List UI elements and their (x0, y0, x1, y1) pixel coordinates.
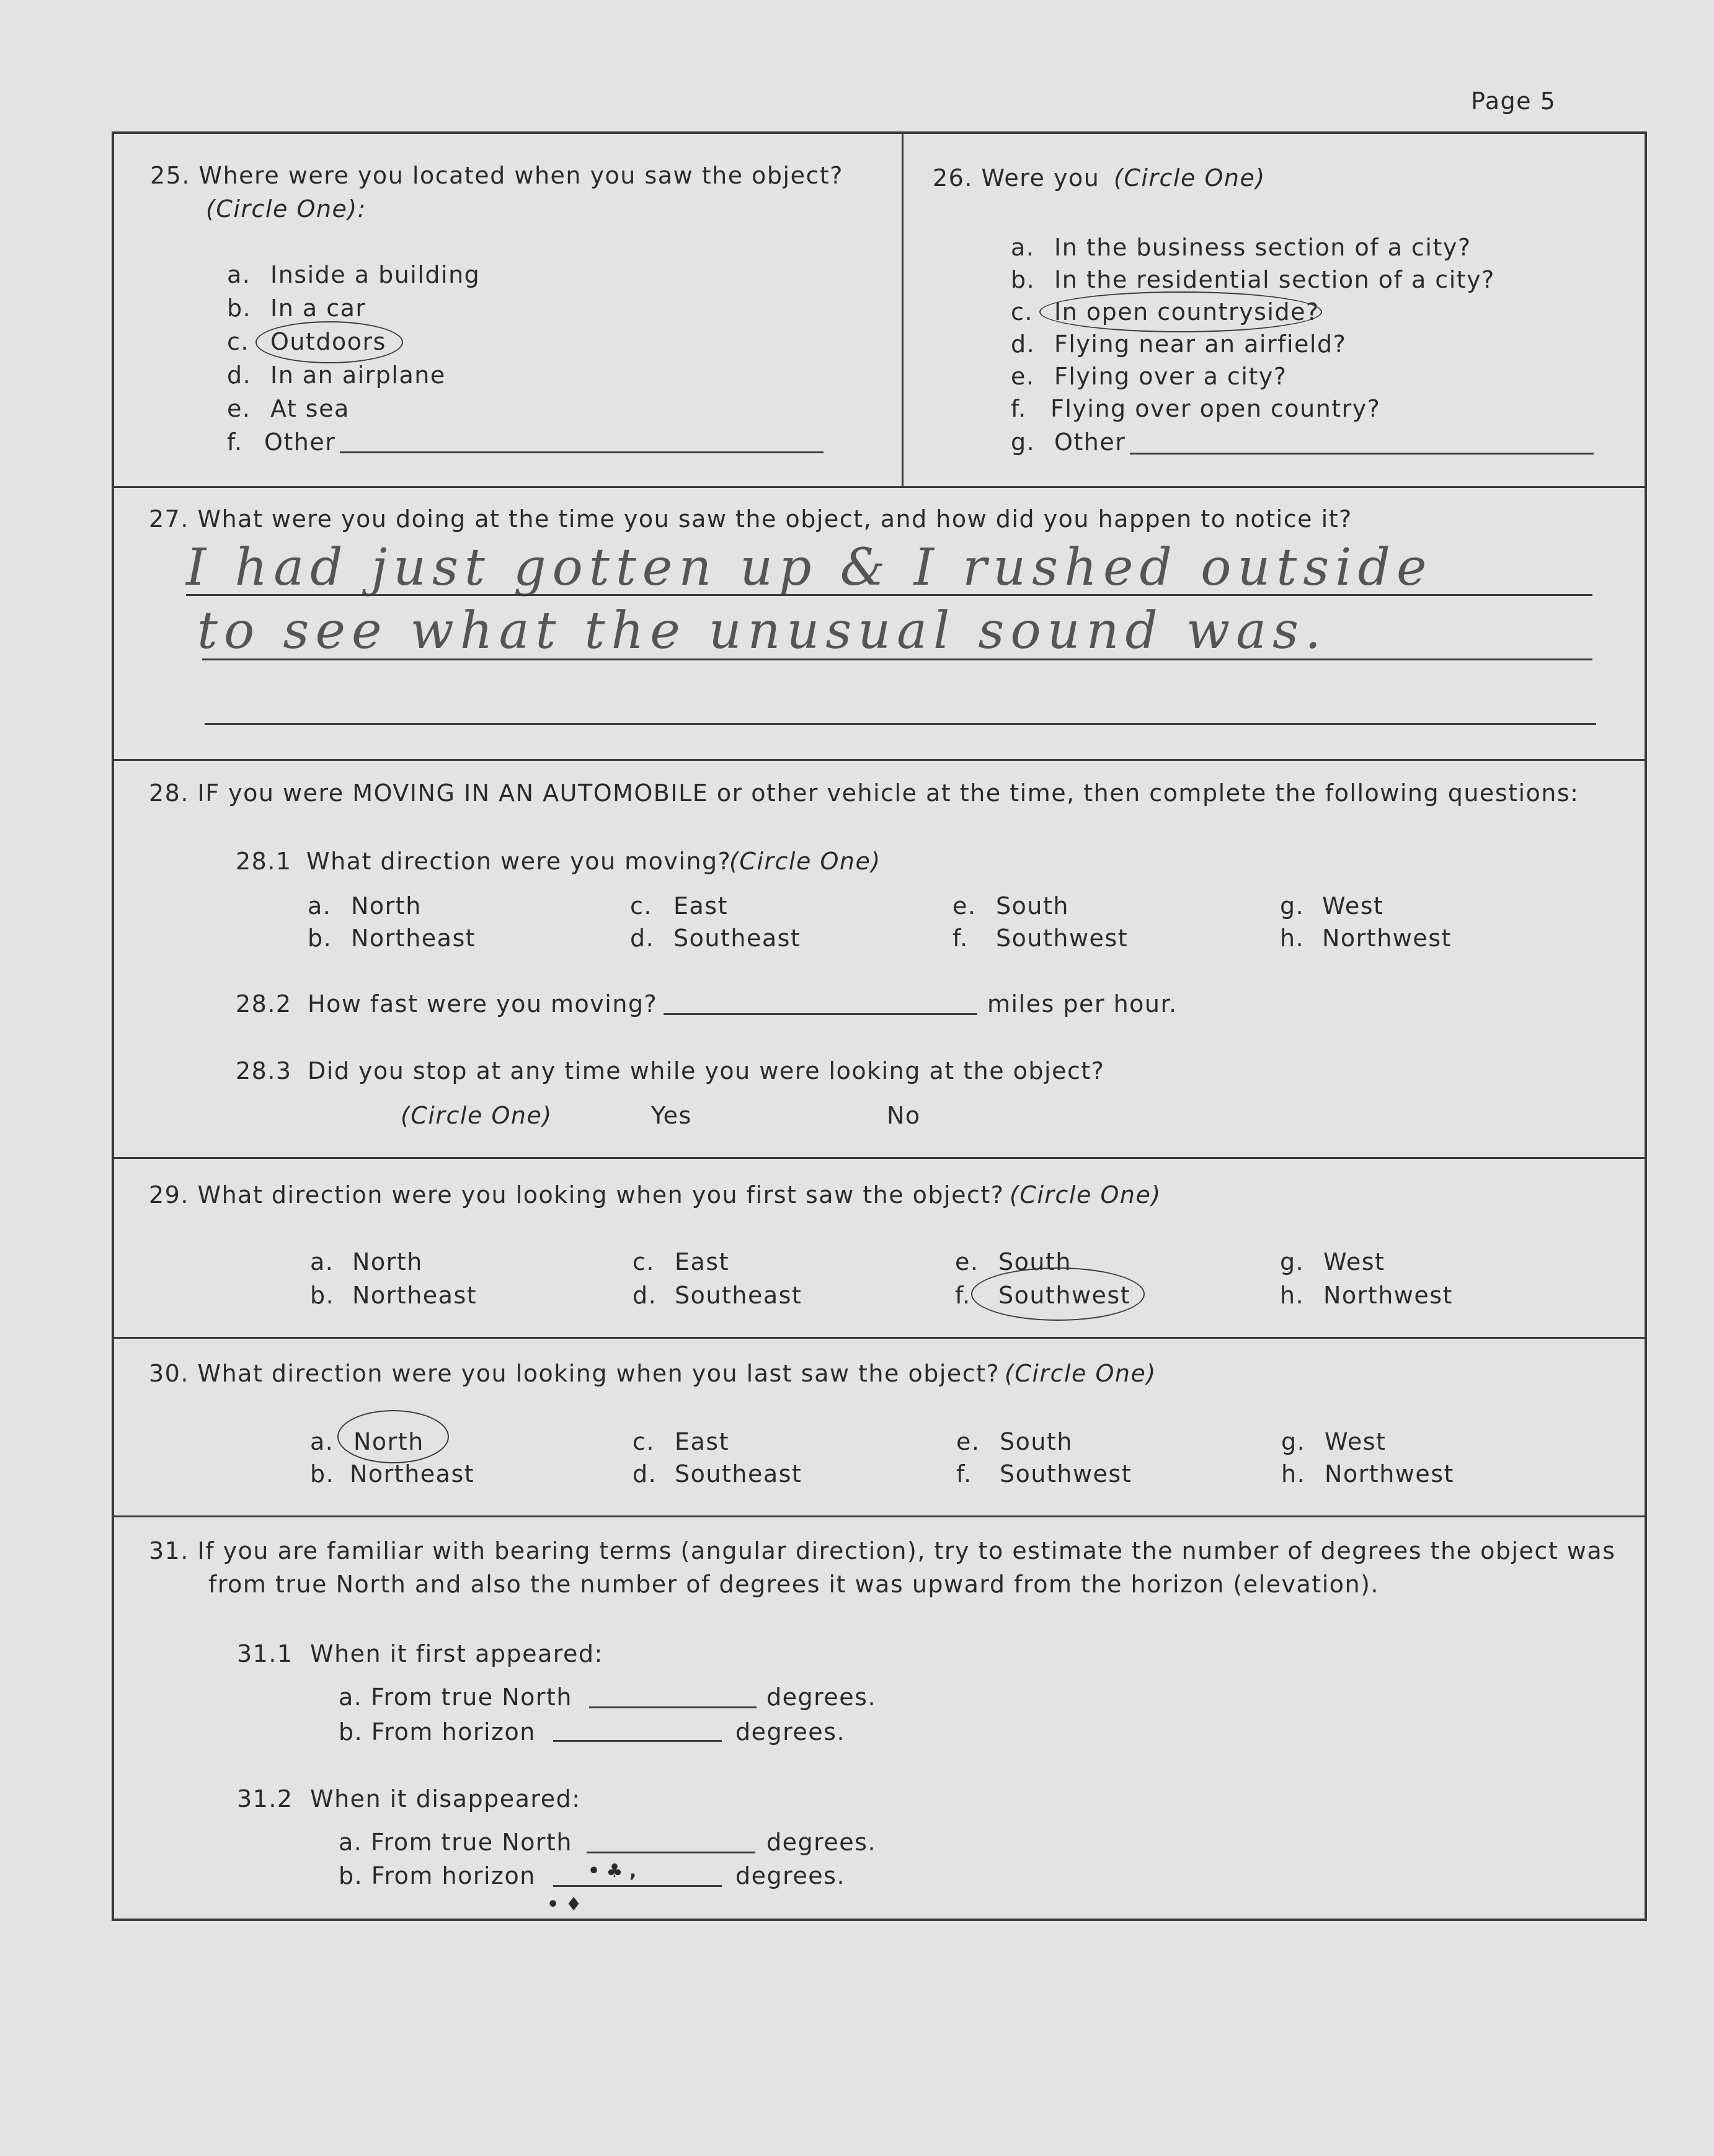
q31-2-from-north-label: a. From true North (339, 1829, 573, 1856)
option-letter: c. (633, 1428, 655, 1455)
q28-2-question: How fast were you moving? (308, 990, 658, 1018)
option-letter: a. (1011, 234, 1035, 261)
option-in-airplane[interactable]: In an airplane (270, 362, 446, 389)
q25-instruction: (Circle One): (206, 195, 366, 223)
option-letter: b. (310, 1460, 335, 1488)
option-letter: f. (956, 1460, 972, 1488)
option-in-car[interactable]: In a car (270, 295, 366, 322)
option-letter: g. (1280, 892, 1305, 920)
answer-circle-countryside (1039, 291, 1322, 332)
q28-3-instruction: (Circle One) (401, 1102, 553, 1129)
last-north-degrees-blank[interactable] (587, 1852, 755, 1853)
other-blank-26[interactable] (1130, 453, 1594, 455)
answer-circle-outdoors (255, 321, 403, 363)
answer-yes[interactable]: Yes (651, 1102, 692, 1129)
option-letter: f. (227, 428, 243, 456)
option-other[interactable]: Other (264, 428, 336, 456)
handwritten-answer-line1: I had just gotten up & I rushed outside (186, 538, 1433, 597)
q29-instruction: (Circle One) (1010, 1181, 1161, 1209)
other-blank-25[interactable] (340, 451, 824, 453)
direction-northwest[interactable]: Northwest (1322, 925, 1452, 952)
option-letter: e. (1011, 363, 1035, 390)
direction-southeast[interactable]: Southeast (673, 925, 801, 952)
q31-2-from-horizon-label: b. From horizon (339, 1862, 536, 1889)
answer-line-3[interactable] (205, 723, 1596, 725)
direction-southeast[interactable]: Southeast (675, 1460, 802, 1488)
ink-specks: • ♣ , (588, 1860, 637, 1882)
option-letter: h. (1280, 925, 1305, 952)
option-letter: d. (633, 1282, 657, 1309)
q28-prompt-start: 28. IF you were (149, 779, 344, 807)
degrees-unit: degrees. (735, 1862, 846, 1889)
option-letter: e. (956, 1428, 980, 1455)
q30-instruction: (Circle One) (1005, 1360, 1157, 1387)
q25-prompt: 25. Where were you located when you saw the object? (150, 162, 843, 189)
direction-south[interactable]: South (998, 1248, 1072, 1275)
q28-3-question: Did you stop at any time while you were looking at the object? (308, 1057, 1105, 1085)
direction-southeast[interactable]: Southeast (675, 1282, 802, 1309)
option-letter: c. (1011, 298, 1033, 326)
q29-prompt: 29. What direction were you looking when you first saw the object? (149, 1181, 1005, 1209)
q28-prompt-end: or other vehicle at the time, then complete the following questions: (716, 779, 1579, 807)
direction-northwest[interactable]: Northwest (1323, 1282, 1453, 1309)
option-letter: c. (630, 892, 652, 920)
option-letter: g. (1011, 428, 1036, 456)
option-letter: f. (1011, 395, 1027, 422)
answer-line-1[interactable] (186, 594, 1592, 596)
direction-east[interactable]: East (675, 1428, 729, 1455)
last-horizon-degrees-blank[interactable] (553, 1885, 722, 1887)
option-outdoors[interactable]: Outdoors (270, 328, 386, 355)
direction-southwest[interactable]: Southwest (996, 925, 1129, 952)
option-letter: g. (1281, 1428, 1306, 1455)
first-horizon-degrees-blank[interactable] (553, 1740, 722, 1742)
direction-east[interactable]: East (673, 892, 728, 920)
q31-2-label: When it disappeared: (310, 1785, 581, 1812)
direction-north[interactable]: North (353, 1428, 424, 1455)
q30-prompt: 30. What direction were you looking when you last saw the object? (149, 1360, 1000, 1387)
q28-1-number: 28.1 (236, 848, 292, 875)
direction-west[interactable]: West (1322, 892, 1384, 920)
q28-1-instruction: (Circle One) (729, 848, 881, 875)
direction-north[interactable]: North (351, 892, 422, 920)
option-letter: f. (952, 925, 969, 952)
option-residential-section[interactable]: In the residential section of a city? (1054, 266, 1495, 293)
answer-circle-north (337, 1410, 449, 1463)
q31-1-from-north-label: a. From true North (339, 1684, 573, 1711)
q28-3-number: 28.3 (236, 1057, 292, 1085)
option-flying-city[interactable]: Flying over a city? (1054, 363, 1287, 390)
direction-northeast[interactable]: Northeast (351, 925, 476, 952)
answer-circle-southwest (971, 1267, 1145, 1321)
q31-1-number: 31.1 (237, 1640, 293, 1667)
option-letter: e. (227, 395, 251, 422)
option-open-countryside[interactable]: In open countryside? (1054, 298, 1320, 326)
degrees-unit: degrees. (766, 1829, 877, 1856)
direction-south[interactable]: South (996, 892, 1069, 920)
q28-2-unit: miles per hour. (987, 990, 1178, 1018)
option-letter: d. (633, 1460, 657, 1488)
handwritten-answer-line2: to see what the unusual sound was. (197, 601, 1328, 660)
q31-1-label: When it first appeared: (310, 1640, 603, 1667)
divider-29-30 (114, 1337, 1645, 1339)
option-letter: a. (310, 1428, 334, 1455)
option-at-sea[interactable]: At sea (270, 395, 350, 422)
option-letter: f. (955, 1282, 971, 1309)
option-letter: g. (1280, 1248, 1305, 1275)
speed-blank[interactable] (664, 1013, 977, 1015)
direction-west[interactable]: West (1323, 1248, 1385, 1275)
option-inside-building[interactable]: Inside a building (270, 261, 481, 288)
option-letter: c. (633, 1248, 655, 1275)
direction-northwest[interactable]: Northwest (1325, 1460, 1454, 1488)
divider-25-27 (114, 486, 1645, 488)
divider-25-26 (902, 134, 904, 486)
q28-prompt (149, 781, 1579, 805)
option-other[interactable]: Other (1054, 428, 1126, 456)
option-letter: a. (310, 1248, 334, 1275)
q26-prompt: 26. Were you (933, 164, 1100, 192)
q28-prompt-caps: MOVING IN AN AUTOMOBILE (352, 779, 709, 807)
option-letter: b. (227, 295, 252, 322)
option-business-section[interactable]: In the business section of a city? (1054, 234, 1472, 261)
direction-west[interactable]: West (1325, 1428, 1387, 1455)
option-letter: d. (630, 925, 655, 952)
direction-northeast[interactable]: Northeast (352, 1282, 477, 1309)
option-letter: a. (227, 261, 251, 288)
option-letter: c. (227, 328, 249, 355)
q31-2-number: 31.2 (237, 1785, 293, 1812)
divider-28-29 (114, 1157, 1645, 1159)
q31-prompt-line1: 31. If you are familiar with bearing terms (angular direction), try to estimate the number of degrees the object was (149, 1537, 1616, 1564)
option-letter: e. (952, 892, 977, 920)
ink-specks: • ♦ (547, 1894, 582, 1915)
first-north-degrees-blank[interactable] (589, 1706, 757, 1708)
option-letter: h. (1281, 1460, 1306, 1488)
option-letter: h. (1280, 1282, 1305, 1309)
answer-no[interactable]: No (887, 1102, 921, 1129)
direction-north[interactable]: North (352, 1248, 423, 1275)
divider-30-31 (114, 1515, 1645, 1517)
direction-south[interactable]: South (1000, 1428, 1073, 1455)
answer-line-2[interactable] (202, 659, 1592, 660)
degrees-unit: degrees. (735, 1718, 846, 1746)
divider-27-28 (114, 759, 1645, 761)
q31-1-from-horizon-label: b. From horizon (339, 1718, 536, 1746)
option-flying-open-country[interactable]: Flying over open country? (1050, 395, 1381, 422)
direction-east[interactable]: East (675, 1248, 729, 1275)
q26-instruction: (Circle One) (1114, 164, 1266, 192)
q28-1-question: What direction were you moving? (306, 848, 732, 875)
direction-southwest[interactable]: Southwest (998, 1282, 1131, 1309)
q27-prompt: 27. What were you doing at the time you saw the object, and how did you happen to notice it? (149, 505, 1352, 533)
direction-northeast[interactable]: Northeast (350, 1460, 475, 1488)
q28-2-number: 28.2 (236, 990, 292, 1018)
q31-prompt-line2: from true North and also the number of degrees it was upward from the horizon (elevation). (208, 1571, 1379, 1598)
option-letter: e. (955, 1248, 979, 1275)
option-letter: a. (308, 892, 332, 920)
option-letter: b. (310, 1282, 335, 1309)
degrees-unit: degrees. (766, 1684, 877, 1711)
direction-southwest[interactable]: Southwest (1000, 1460, 1132, 1488)
option-flying-airfield[interactable]: Flying near an airfield? (1054, 330, 1347, 358)
option-letter: b. (308, 925, 332, 952)
option-letter: b. (1011, 266, 1036, 293)
page-number: Page 5 (1471, 87, 1556, 115)
option-letter: d. (1011, 330, 1036, 358)
option-letter: d. (227, 362, 252, 389)
